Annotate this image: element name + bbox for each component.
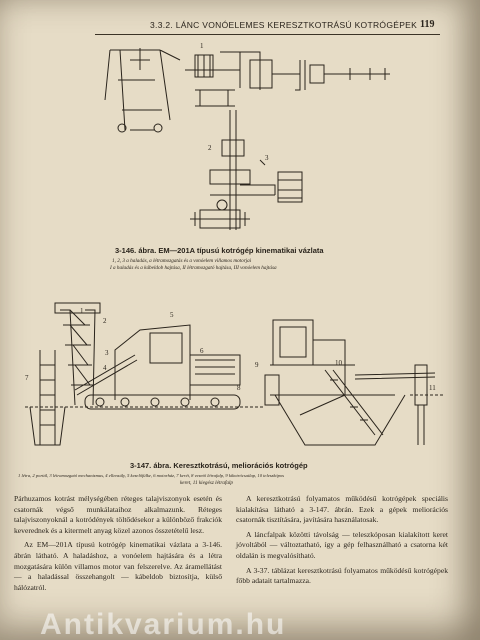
fig2-label-3: 3: [105, 349, 109, 357]
figure-melioration-excavator: [15, 295, 455, 455]
left-text-column: [14, 494, 222, 597]
fig2-label-2: 2: [103, 317, 107, 325]
fig2-label-1: 1: [80, 307, 84, 315]
fig1-label-2: 2: [208, 144, 212, 152]
figure1-caption-title: 3-146. ábra. EM—201A típusú kotrógép kinematikai vázlata: [115, 246, 324, 255]
fig2-label-4: 4: [103, 364, 107, 372]
fig2-label-9: 9: [255, 361, 259, 369]
figure1-caption-legend-1: 1, 2, 3 a haladás, a létramozgatás és a vonóelem villamos motorjai: [112, 258, 252, 264]
left-paragraph-2: Az EM—201A típusú kotrógép kinematikai vázlata a 3-146. ábrán látható. A haladáshoz, a vonóelem hajtására és a létra mozgatására külön villamos motor van felszerelve. Az áramellátást — a haladással összehangolt — kábeldob biztosítja, külső hálózatról.: [14, 540, 222, 592]
right-paragraph-3: A 3-37. táblázat keresztkotrású folyamatos működésű kotrógépek főbb adatait tartalmazza.: [236, 565, 448, 586]
running-head: 3.3.2. LÁNC VONÓELEMES KERESZTKOTRÁSÚ KOTRÓGÉPEK: [150, 20, 418, 30]
right-text-column: [236, 494, 448, 591]
figure-kinematic-diagram: [100, 40, 400, 240]
left-paragraph-1: Párhuzamos kotrást mélységében réteges talajviszonyok esetén és csatornák végső munkálataihoz alkalmazunk. Réteges talajviszonyoknál a kotródények töltődésekor a különböző frakciók keverednek és a kitermelt anyag közel azonos összetételű lesz.: [14, 494, 222, 535]
fig2-label-6: 6: [200, 347, 204, 355]
figure2-caption-title: 3-147. ábra. Keresztkotrású, meliorációs kotrógép: [130, 461, 308, 470]
header-rule: [95, 34, 440, 35]
figure2-caption-legend-1: 1 létra, 2 portál, 3 létramozgató mechanizmus, 4 ellensúly, 5 kezelőfülke, 6 motorház, 7 kerét, 8 vezető létrafalp, 9 kikotrócsatlap, 10 teleszkópos: [18, 473, 285, 478]
fig1-label-3: 3: [265, 154, 269, 162]
right-paragraph-1: A keresztkotrású folyamatos működésű kotrógépek speciális kialakítása látható a 3-147. ábrán. Ezek a gépek meliorációs csatornák tisztítására, javítására használatosak.: [236, 494, 448, 525]
fig2-label-8: 8: [237, 384, 241, 392]
figure1-caption-legend-2: I a haladás és a kábeldob hajtása, II létramozgató hajtása, III vonóelem hajtása: [110, 265, 277, 271]
figure2-caption-legend-2: keret, 11 kiegész létrafalp: [180, 480, 234, 486]
watermark: Antikvarium.hu: [40, 608, 287, 640]
fig2-label-7: 7: [25, 374, 29, 382]
fig2-label-10: 10: [335, 359, 342, 367]
right-paragraph-2: A láncfalpak közötti távolság — teleszkóposan kialakított keret jóvoltából — változtatható, így a gép felhasználható a csatorna két oldalán is megvalósítható.: [236, 529, 448, 560]
fig2-label-5: 5: [170, 311, 174, 319]
fig1-label-1: 1: [200, 42, 204, 50]
fig2-label-11: 11: [429, 384, 436, 392]
page-number: 119: [420, 19, 435, 30]
